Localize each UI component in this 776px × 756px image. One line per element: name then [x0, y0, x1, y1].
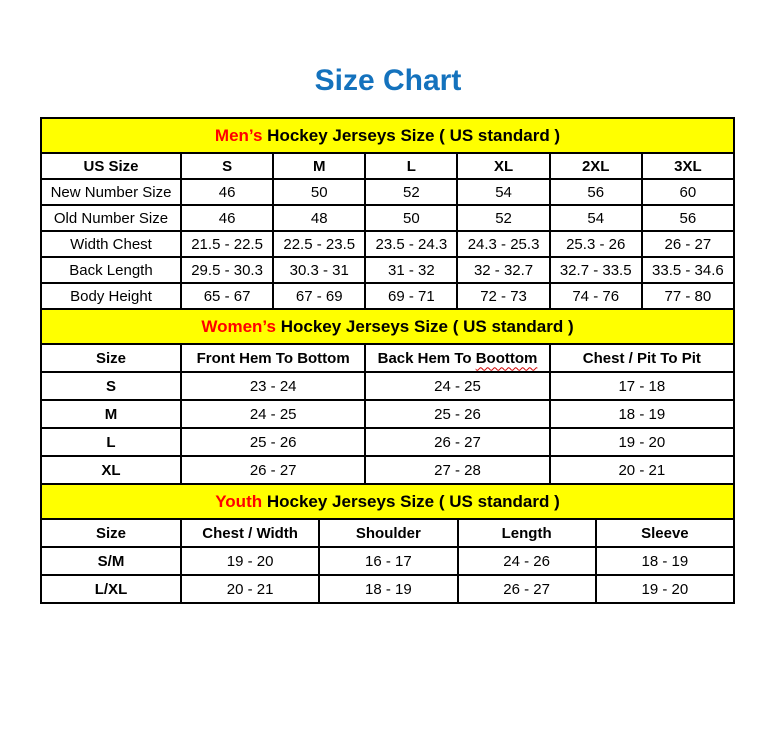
size-value-cell: 26 - 27	[458, 575, 596, 603]
youth-section-banner	[41, 484, 734, 519]
table-row	[41, 231, 734, 257]
spellcheck-squiggle-word: Boottom	[475, 349, 538, 367]
mens-header-row	[41, 153, 734, 179]
size-value-cell: 48	[273, 205, 365, 231]
table-row	[41, 547, 734, 575]
womens-banner-rest: Hockey Jerseys Size ( US standard )	[275, 316, 574, 336]
size-value-cell: 26 - 27	[181, 456, 365, 484]
youth-size-table	[40, 483, 735, 604]
row-label: Old Number Size	[41, 205, 181, 231]
size-value-cell: 32.7 - 33.5	[550, 257, 642, 283]
table-row	[41, 179, 734, 205]
table-row	[41, 372, 734, 400]
column-header: Chest / Width	[181, 519, 319, 547]
page-title: Size Chart	[314, 64, 462, 97]
row-label: L/XL	[41, 575, 181, 603]
size-value-cell: 65 - 67	[181, 283, 273, 309]
size-value-cell: 25.3 - 26	[550, 231, 642, 257]
mens-size-table	[40, 117, 735, 310]
table-row	[41, 400, 734, 428]
row-label: M	[41, 400, 181, 428]
youth-header-row	[41, 519, 734, 547]
row-label: Back Length	[41, 257, 181, 283]
size-value-cell: 20 - 21	[181, 575, 319, 603]
womens-header-row	[41, 344, 734, 372]
mens-banner-rest: Hockey Jerseys Size ( US standard )	[262, 125, 561, 145]
size-value-cell: 21.5 - 22.5	[181, 231, 273, 257]
column-header: US Size	[41, 153, 181, 179]
column-header: Front Hem To Bottom	[181, 344, 365, 372]
size-value-cell: 50	[365, 205, 457, 231]
column-header-misspelled	[365, 344, 549, 372]
column-header: 3XL	[642, 153, 734, 179]
table-row	[41, 205, 734, 231]
size-value-cell: 56	[550, 179, 642, 205]
size-value-cell: 25 - 26	[181, 428, 365, 456]
size-value-cell: 24.3 - 25.3	[457, 231, 549, 257]
column-header: Length	[458, 519, 596, 547]
column-header: Chest / Pit To Pit	[550, 344, 734, 372]
size-value-cell: 60	[642, 179, 734, 205]
row-label: S/M	[41, 547, 181, 575]
column-header: XL	[457, 153, 549, 179]
size-value-cell: 54	[457, 179, 549, 205]
header-text: Back Hem To	[377, 349, 476, 367]
column-header: S	[181, 153, 273, 179]
size-value-cell: 23.5 - 24.3	[365, 231, 457, 257]
table-row	[41, 283, 734, 309]
size-value-cell: 46	[181, 179, 273, 205]
row-label: XL	[41, 456, 181, 484]
size-value-cell: 19 - 20	[596, 575, 734, 603]
womens-section-banner	[41, 309, 734, 344]
size-value-cell: 26 - 27	[642, 231, 734, 257]
size-value-cell: 24 - 25	[181, 400, 365, 428]
size-value-cell: 29.5 - 30.3	[181, 257, 273, 283]
row-label: S	[41, 372, 181, 400]
size-value-cell: 31 - 32	[365, 257, 457, 283]
table-row	[41, 428, 734, 456]
womens-size-table	[40, 308, 735, 485]
size-chart-page	[0, 64, 776, 604]
size-value-cell: 20 - 21	[550, 456, 734, 484]
column-header: Shoulder	[319, 519, 457, 547]
size-value-cell: 32 - 32.7	[457, 257, 549, 283]
mens-banner-row	[41, 118, 734, 153]
size-value-cell: 74 - 76	[550, 283, 642, 309]
size-value-cell: 18 - 19	[550, 400, 734, 428]
youth-banner-highlight: Youth	[215, 491, 263, 511]
size-value-cell: 27 - 28	[365, 456, 549, 484]
size-value-cell: 52	[365, 179, 457, 205]
table-row	[41, 257, 734, 283]
size-value-cell: 33.5 - 34.6	[642, 257, 734, 283]
table-row	[41, 575, 734, 603]
size-value-cell: 19 - 20	[550, 428, 734, 456]
size-value-cell: 18 - 19	[319, 575, 457, 603]
size-value-cell: 50	[273, 179, 365, 205]
size-value-cell: 19 - 20	[181, 547, 319, 575]
column-header: Sleeve	[596, 519, 734, 547]
size-value-cell: 54	[550, 205, 642, 231]
column-header: M	[273, 153, 365, 179]
youth-banner-rest: Hockey Jerseys Size ( US standard )	[262, 491, 560, 511]
row-label: L	[41, 428, 181, 456]
womens-banner-highlight: Women’s	[201, 316, 276, 336]
size-value-cell: 24 - 25	[365, 372, 549, 400]
womens-banner-row	[41, 309, 734, 344]
mens-section-banner	[41, 118, 734, 153]
size-value-cell: 67 - 69	[273, 283, 365, 309]
row-label: Width Chest	[41, 231, 181, 257]
size-chart-tables	[40, 117, 735, 604]
column-header: Size	[41, 519, 181, 547]
mens-banner-highlight: Men’s	[214, 125, 263, 145]
column-header: Size	[41, 344, 181, 372]
size-value-cell: 18 - 19	[596, 547, 734, 575]
size-value-cell: 52	[457, 205, 549, 231]
size-value-cell: 30.3 - 31	[273, 257, 365, 283]
size-value-cell: 56	[642, 205, 734, 231]
size-value-cell: 25 - 26	[365, 400, 549, 428]
size-value-cell: 24 - 26	[458, 547, 596, 575]
size-value-cell: 17 - 18	[550, 372, 734, 400]
size-value-cell: 23 - 24	[181, 372, 365, 400]
row-label: New Number Size	[41, 179, 181, 205]
size-value-cell: 16 - 17	[319, 547, 457, 575]
size-value-cell: 72 - 73	[457, 283, 549, 309]
youth-banner-row	[41, 484, 734, 519]
table-row	[41, 456, 734, 484]
column-header: 2XL	[550, 153, 642, 179]
size-value-cell: 26 - 27	[365, 428, 549, 456]
size-value-cell: 46	[181, 205, 273, 231]
size-value-cell: 69 - 71	[365, 283, 457, 309]
size-value-cell: 77 - 80	[642, 283, 734, 309]
size-value-cell: 22.5 - 23.5	[273, 231, 365, 257]
column-header: L	[365, 153, 457, 179]
row-label: Body Height	[41, 283, 181, 309]
